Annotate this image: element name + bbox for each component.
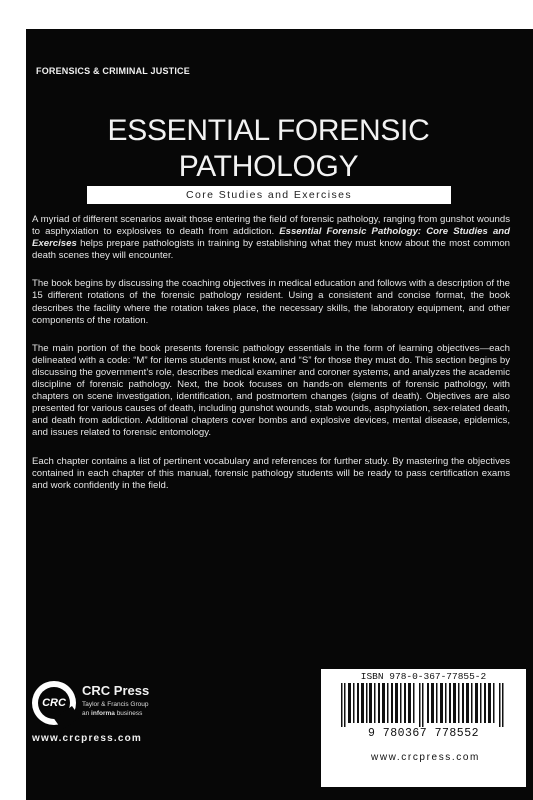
paragraph-1-end: helps prepare pathologists in training by establishing what they must know about the most common death scenes they will encounter. <box>32 238 510 262</box>
series-label: FORENSICS & CRIMINAL JUSTICE <box>36 66 190 76</box>
barcode-icon <box>341 683 506 727</box>
crc-press-logo-icon <box>32 681 76 725</box>
publisher-url: www.crcpress.com <box>32 733 142 744</box>
book-title <box>26 113 511 185</box>
back-cover <box>26 29 533 800</box>
description-paragraph-2: The book begins by discussing the coaching objectives in medical education and follows with a description of the 15 different rotations of the forensic pathology resident. Using a consistent and concise format, the book describes the facility where the rotation takes place, the necessary skills, the laboratory equipment, and other components of the rotation. <box>32 278 510 326</box>
title-line-1: ESSENTIAL FORENSIC <box>107 114 430 147</box>
description-paragraph-1 <box>32 214 510 262</box>
description-paragraph-3: The main portion of the book presents forensic pathology essentials in the form of learning objectives—each delineated with a code: “M” for items students must know, and “S” for those they must do. This section begins by discussing the government’s role, describes medical examiner and coroner systems, and analyzes the academic discipline of forensic pathology. Next, the book focuses on hands-on elements of forensic pathology, with chapters on scene investigation, identification, and postmortem changes (signs of death). Objectives are also presented for various causes of death, including gunshot wounds, stab wounds, asphyxiation, sex-related death, and death from addiction. Additional chapters cover bombs and explosive devices, mental disease, epidemics, and issues related to forensic entomology. <box>32 342 510 439</box>
publisher-group-name: Taylor & Francis Group <box>82 701 149 708</box>
subtitle-bar: Core Studies and Exercises <box>87 186 451 204</box>
paragraph-1-intro: A myriad of different scenarios await those entering the field of forensic pathology, ranging from gunshot wounds to asphyxiation to explosives to death from addiction. <box>32 214 510 238</box>
logo-text: CRC <box>42 697 66 709</box>
barcode-panel <box>321 669 526 787</box>
book-description <box>32 214 510 508</box>
barcode-url: www.crcpress.com <box>371 752 480 763</box>
barcode-number: 9 780367 778552 <box>367 727 480 740</box>
paragraph-1-title: Essential Forensic Pathology: Core Studies and Exercises <box>32 226 510 250</box>
publisher-name: CRC Press <box>82 683 150 698</box>
publisher-business-line: an informa business <box>82 709 143 717</box>
publisher-group <box>82 701 232 718</box>
description-paragraph-4: Each chapter contains a list of pertinent vocabulary and references for further study. By mastering the objectives contained in each chapter of this manual, forensic pathology students will be ready to pass certification exams and work confidently in the field. <box>32 455 510 491</box>
isbn-text: ISBN 978-0-367-77855-2 <box>360 671 487 682</box>
title-line-2: PATHOLOGY <box>178 150 359 183</box>
